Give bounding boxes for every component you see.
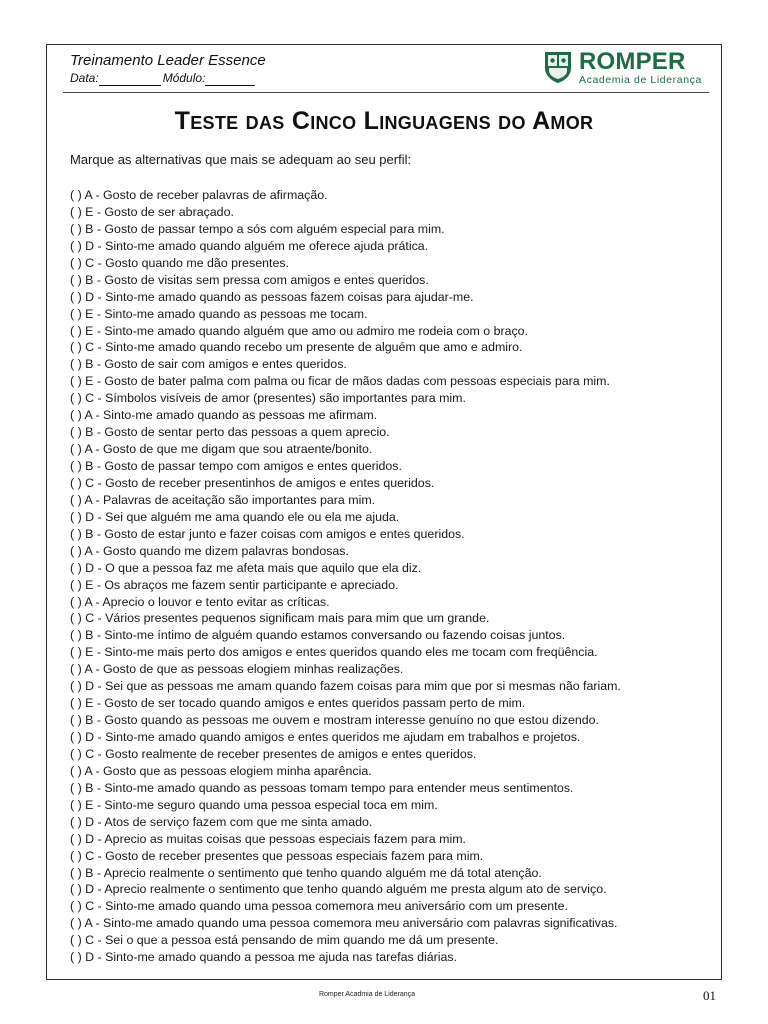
question-item[interactable]: ( ) B - Gosto de visitas sem pressa com amigos e entes queridos.: [70, 272, 429, 287]
question-item[interactable]: ( ) E - Gosto de ser abraçado.: [70, 204, 234, 219]
question-item[interactable]: ( ) B - Aprecio realmente o sentimento que tenho quando alguém me dá total atenção.: [70, 865, 542, 880]
question-item[interactable]: ( ) B - Gosto de sentar perto das pessoas a quem aprecio.: [70, 425, 390, 440]
question-item[interactable]: ( ) E - Sinto-me mais perto dos amigos e entes queridos quando eles me tocam com freqüência.: [70, 645, 598, 660]
question-item[interactable]: ( ) B - Sinto-me amado quando as pessoas tomam tempo para entender meus sentimentos.: [70, 780, 574, 795]
question-item[interactable]: ( ) C - Sei o que a pessoa está pensando de mim quando me dá um presente.: [70, 933, 499, 948]
question-list: [70, 187, 621, 966]
date-label: Data:: [70, 71, 99, 85]
question-item[interactable]: ( ) C - Símbolos visíveis de amor (presentes) são importantes para mim.: [70, 391, 466, 406]
course-title: Treinamento Leader Essence: [70, 52, 266, 69]
question-item[interactable]: ( ) C - Gosto realmente de receber presentes de amigos e entes queridos.: [70, 746, 477, 761]
question-item[interactable]: ( ) A - Palavras de aceitação são importantes para mim.: [70, 492, 376, 507]
footer-text: Romper Acadmia de Liderança: [318, 991, 416, 998]
question-item[interactable]: ( ) E - Sinto-me amado quando as pessoas me tocam.: [70, 306, 368, 321]
header-divider: [63, 92, 709, 93]
question-item[interactable]: ( ) D - Sei que alguém me ama quando ele ou ela me ajuda.: [70, 509, 400, 524]
question-item[interactable]: ( ) A - Aprecio o louvor e tento evitar as críticas.: [70, 594, 330, 609]
romper-logo: [543, 50, 702, 86]
page-number: 01: [703, 988, 716, 1003]
question-item[interactable]: ( ) C - Vários presentes pequenos significam mais para mim que um grande.: [70, 611, 490, 626]
question-item[interactable]: ( ) D - O que a pessoa faz me afeta mais que aquilo que ela diz.: [70, 560, 422, 575]
question-item[interactable]: ( ) B - Gosto de sair com amigos e entes queridos.: [70, 357, 347, 372]
question-item[interactable]: ( ) A - Sinto-me amado quando as pessoas me afirmam.: [70, 408, 378, 423]
instructions: Marque as alternativas que mais se adequam ao seu perfil:: [70, 152, 412, 167]
brand-subtitle: Academia de Liderança: [579, 74, 702, 86]
question-item[interactable]: ( ) A - Gosto de que as pessoas elogiem minhas realizações.: [70, 662, 404, 677]
header-info: [70, 52, 266, 86]
question-item[interactable]: ( ) E - Gosto de bater palma com palma ou ficar de mãos dadas com pessoas especiais para mim.: [70, 374, 610, 389]
question-item[interactable]: ( ) C - Gosto de receber presentinhos de amigos e entes queridos.: [70, 475, 435, 490]
question-item[interactable]: ( ) E - Sinto-me seguro quando uma pessoa especial toca em mim.: [70, 797, 438, 812]
logo-text: [579, 50, 702, 86]
question-item[interactable]: ( ) A - Gosto de que me digam que sou atraente/bonito.: [70, 442, 373, 457]
question-item[interactable]: ( ) C - Sinto-me amado quando uma pessoa comemora meu aniversário com um presente.: [70, 899, 568, 914]
question-item[interactable]: ( ) C - Gosto de receber presentes que pessoas especiais fazem para mim.: [70, 848, 484, 863]
question-item[interactable]: ( ) B - Sinto-me íntimo de alguém quando estamos conversando ou fazendo coisas juntos.: [70, 628, 566, 643]
question-item[interactable]: ( ) D - Sinto-me amado quando as pessoas fazem coisas para ajudar-me.: [70, 289, 474, 304]
date-module-line: [70, 70, 266, 86]
shield-crest-icon: [543, 50, 573, 84]
question-item[interactable]: ( ) A - Gosto que as pessoas elogiem minha aparência.: [70, 763, 372, 778]
question-item[interactable]: ( ) C - Sinto-me amado quando recebo um presente de alguém que amo e admiro.: [70, 340, 523, 355]
question-item[interactable]: ( ) D - Aprecio as muitas coisas que pessoas especiais fazem para mim.: [70, 831, 466, 846]
module-blank: [205, 73, 255, 86]
question-item[interactable]: ( ) A - Sinto-me amado quando uma pessoa comemora meu aniversário com palavras significativas.: [70, 916, 618, 931]
question-item[interactable]: ( ) D - Sinto-me amado quando amigos e entes queridos me ajudam em trabalhos e projetos.: [70, 730, 581, 744]
question-item[interactable]: ( ) A - Gosto de receber palavras de afirmação.: [70, 188, 328, 202]
question-item[interactable]: ( ) B - Gosto quando as pessoas me ouvem e mostram interesse genuíno no que estou dizendo.: [70, 713, 599, 728]
question-item[interactable]: ( ) B - Gosto de estar junto e fazer coisas com amigos e entes queridos.: [70, 526, 465, 541]
question-item[interactable]: ( ) E - Sinto-me amado quando alguém que amo ou admiro me rodeia com o braço.: [70, 323, 528, 338]
date-blank: [99, 73, 161, 86]
question-item[interactable]: ( ) D - Sinto-me amado quando a pessoa me ajuda nas tarefas diárias.: [70, 950, 458, 965]
question-item[interactable]: ( ) B - Gosto de passar tempo com amigos e entes queridos.: [70, 459, 402, 473]
document-title: Teste das Cinco Linguagens do Amor: [174, 107, 594, 135]
question-item[interactable]: ( ) C - Gosto quando me dão presentes.: [70, 255, 290, 270]
question-item[interactable]: ( ) B - Gosto de passar tempo a sós com alguém especial para mim.: [70, 221, 445, 236]
question-item[interactable]: ( ) E - Os abraços me fazem sentir participante e apreciado.: [70, 577, 399, 592]
question-item[interactable]: ( ) D - Sei que as pessoas me amam quando fazem coisas para mim que por si mesmas não fariam.: [70, 679, 621, 694]
module-label: Módulo:: [162, 71, 206, 85]
question-item[interactable]: ( ) A - Gosto quando me dizem palavras bondosas.: [70, 543, 349, 558]
question-item[interactable]: ( ) D - Sinto-me amado quando alguém me oferece ajuda prática.: [70, 238, 429, 253]
question-item[interactable]: ( ) D - Aprecio realmente o sentimento que tenho quando alguém me presta algum ato de serviço.: [70, 882, 607, 897]
question-item[interactable]: ( ) D - Atos de serviço fazem com que me sinta amado.: [70, 814, 373, 829]
brand-name: ROMPER: [579, 48, 686, 75]
question-item[interactable]: ( ) E - Gosto de ser tocado quando amigos e entes queridos passam perto de mim.: [70, 696, 526, 711]
